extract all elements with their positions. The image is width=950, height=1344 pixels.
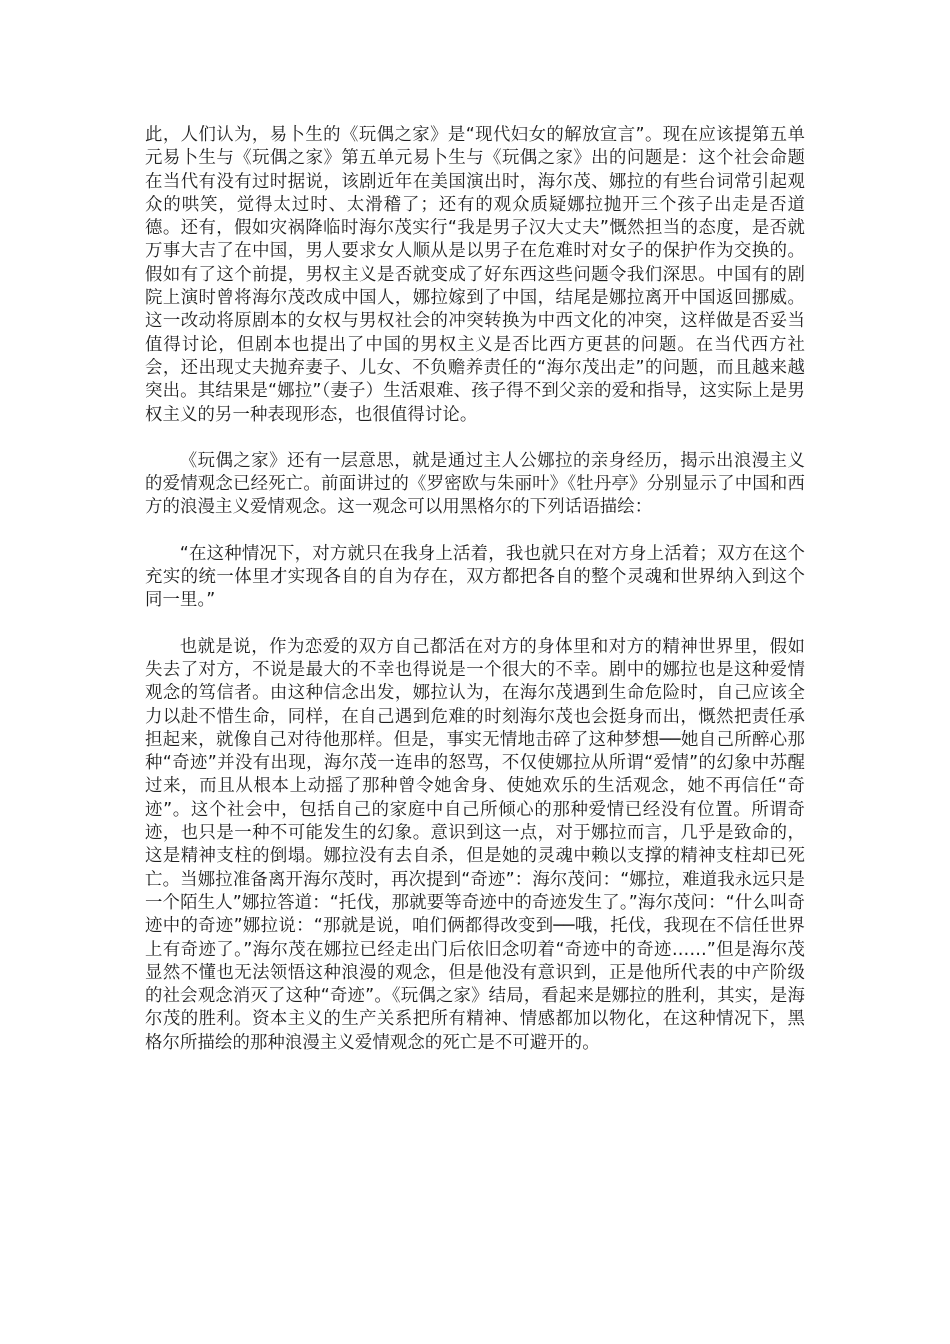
paragraph-1: 此，人们认为，易卜生的《玩偶之家》是“现代妇女的解放宣言”。现在应该提第五单元易卜生与《玩偶之家》第五单元易卜生与《玩偶之家》出的问题是：这个社会命题在当代有没有过时据说，该剧近年在美国演出时，海尔茂、娜拉的有些台词常引起观众的哄笑，觉得太过时、太滑稽了；还有的观众质疑娜拉抛开三个孩子出走是否道德。还有，假如灾祸降临时海尔茂实行“我是男子汉大丈夫”慨然担当的态度，是否就万事大吉了在中国，男人要求女人顺从是以男子在危难时对女子的保护作为交换的。假如有了这个前提，男权主义是否就变成了好东西这些问题令我们深思。中国有的剧院上演时曾将海尔茂改成中国人，娜拉嫁到了中国，结尾是娜拉离开中国返回挪威。这一改动将原剧本的女权与男权社会的冲突转换为中西文化的冲突，这样做是否妥当值得讨论，但剧本也提出了中国的男权主义是否比西方更甚的问题。在当代西方社会，还出现丈夫抛弃妻子、儿女、不负赡养责任的“海尔茂出走”的问题，而且越来越突出。其结果是“娜拉”（妻子）生活艰难、孩子得不到父亲的爱和指导，这实际上是男权主义的另一种表现形态，也很值得讨论。: [145, 125, 805, 425]
paragraph-2: 《玩偶之家》还有一层意思，就是通过主人公娜拉的亲身经历，揭示出浪漫主义的爱情观念已经死亡。前面讲过的《罗密欧与朱丽叶》《牡丹亭》分别显示了中国和西方的浪漫主义爱情观念。这一观念可以用黑格尔的下列话语描绘：: [145, 450, 805, 518]
document-body: [145, 124, 805, 1078]
paragraph-4: 也就是说，作为恋爱的双方自己都活在对方的身体里和对方的精神世界里，假如失去了对方，不说是最大的不幸也得说是一个很大的不幸。剧中的娜拉也是这种爱情观念的笃信者。由这种信念出发，娜拉认为，在海尔茂遇到生命危险时，自己应该全力以赴不惜生命，同样，在自己遇到危难的时刻海尔茂也会挺身而出，慨然把责任承担起来，就像自己对待他那样。但是，事实无情地击碎了这种梦想──她自己所醉心那种“奇迹”并没有出现，海尔茂一连串的怒骂，不仅使娜拉从所谓“爱情”的幻象中苏醒过来，而且从根本上动摇了那种曾令她舍身、使她欢乐的生活观念，她不再信任“奇迹”。这个社会中，包括自己的家庭中自己所倾心的那种爱情已经没有位置。所谓奇迹，也只是一种不可能发生的幻象。意识到这一点，对于娜拉而言，几乎是致命的，这是精神支柱的倒塌。娜拉没有去自杀，但是她的灵魂中赖以支撑的精神支柱却已死亡。当娜拉准备离开海尔茂时，再次提到“奇迹”：海尔茂问：“娜拉，难道我永远只是一个陌生人”娜拉答道：“托伐，那就要等奇迹中的奇迹发生了。”海尔茂问：“什么叫奇迹中的奇迹”娜拉说：“那就是说，咱们俩都得改变到──哦，托伐，我现在不信任世界上有奇迹了。”海尔茂在娜拉已经走出门后依旧念叨着“奇迹中的奇迹……”但是海尔茂显然不懂也无法领悟这种浪漫的观念，但是他没有意识到，正是他所代表的中产阶级的社会观念消灭了这种“奇迹”。《玩偶之家》结局，看起来是娜拉的胜利，其实，是海尔茂的胜利。资本主义的生产关系把所有精神、情感都加以物化，在这种情况下，黑格尔所描绘的那种浪漫主义爱情观念的死亡是不可避开的。: [145, 636, 805, 1053]
hegel-quote: “在这种情况下，对方就只在我身上活着，我也就只在对方身上活着；双方在这个充实的统一体里才实现各自的自为存在，双方都把各自的整个灵魂和世界纳入到这个同一里。”: [145, 543, 805, 611]
